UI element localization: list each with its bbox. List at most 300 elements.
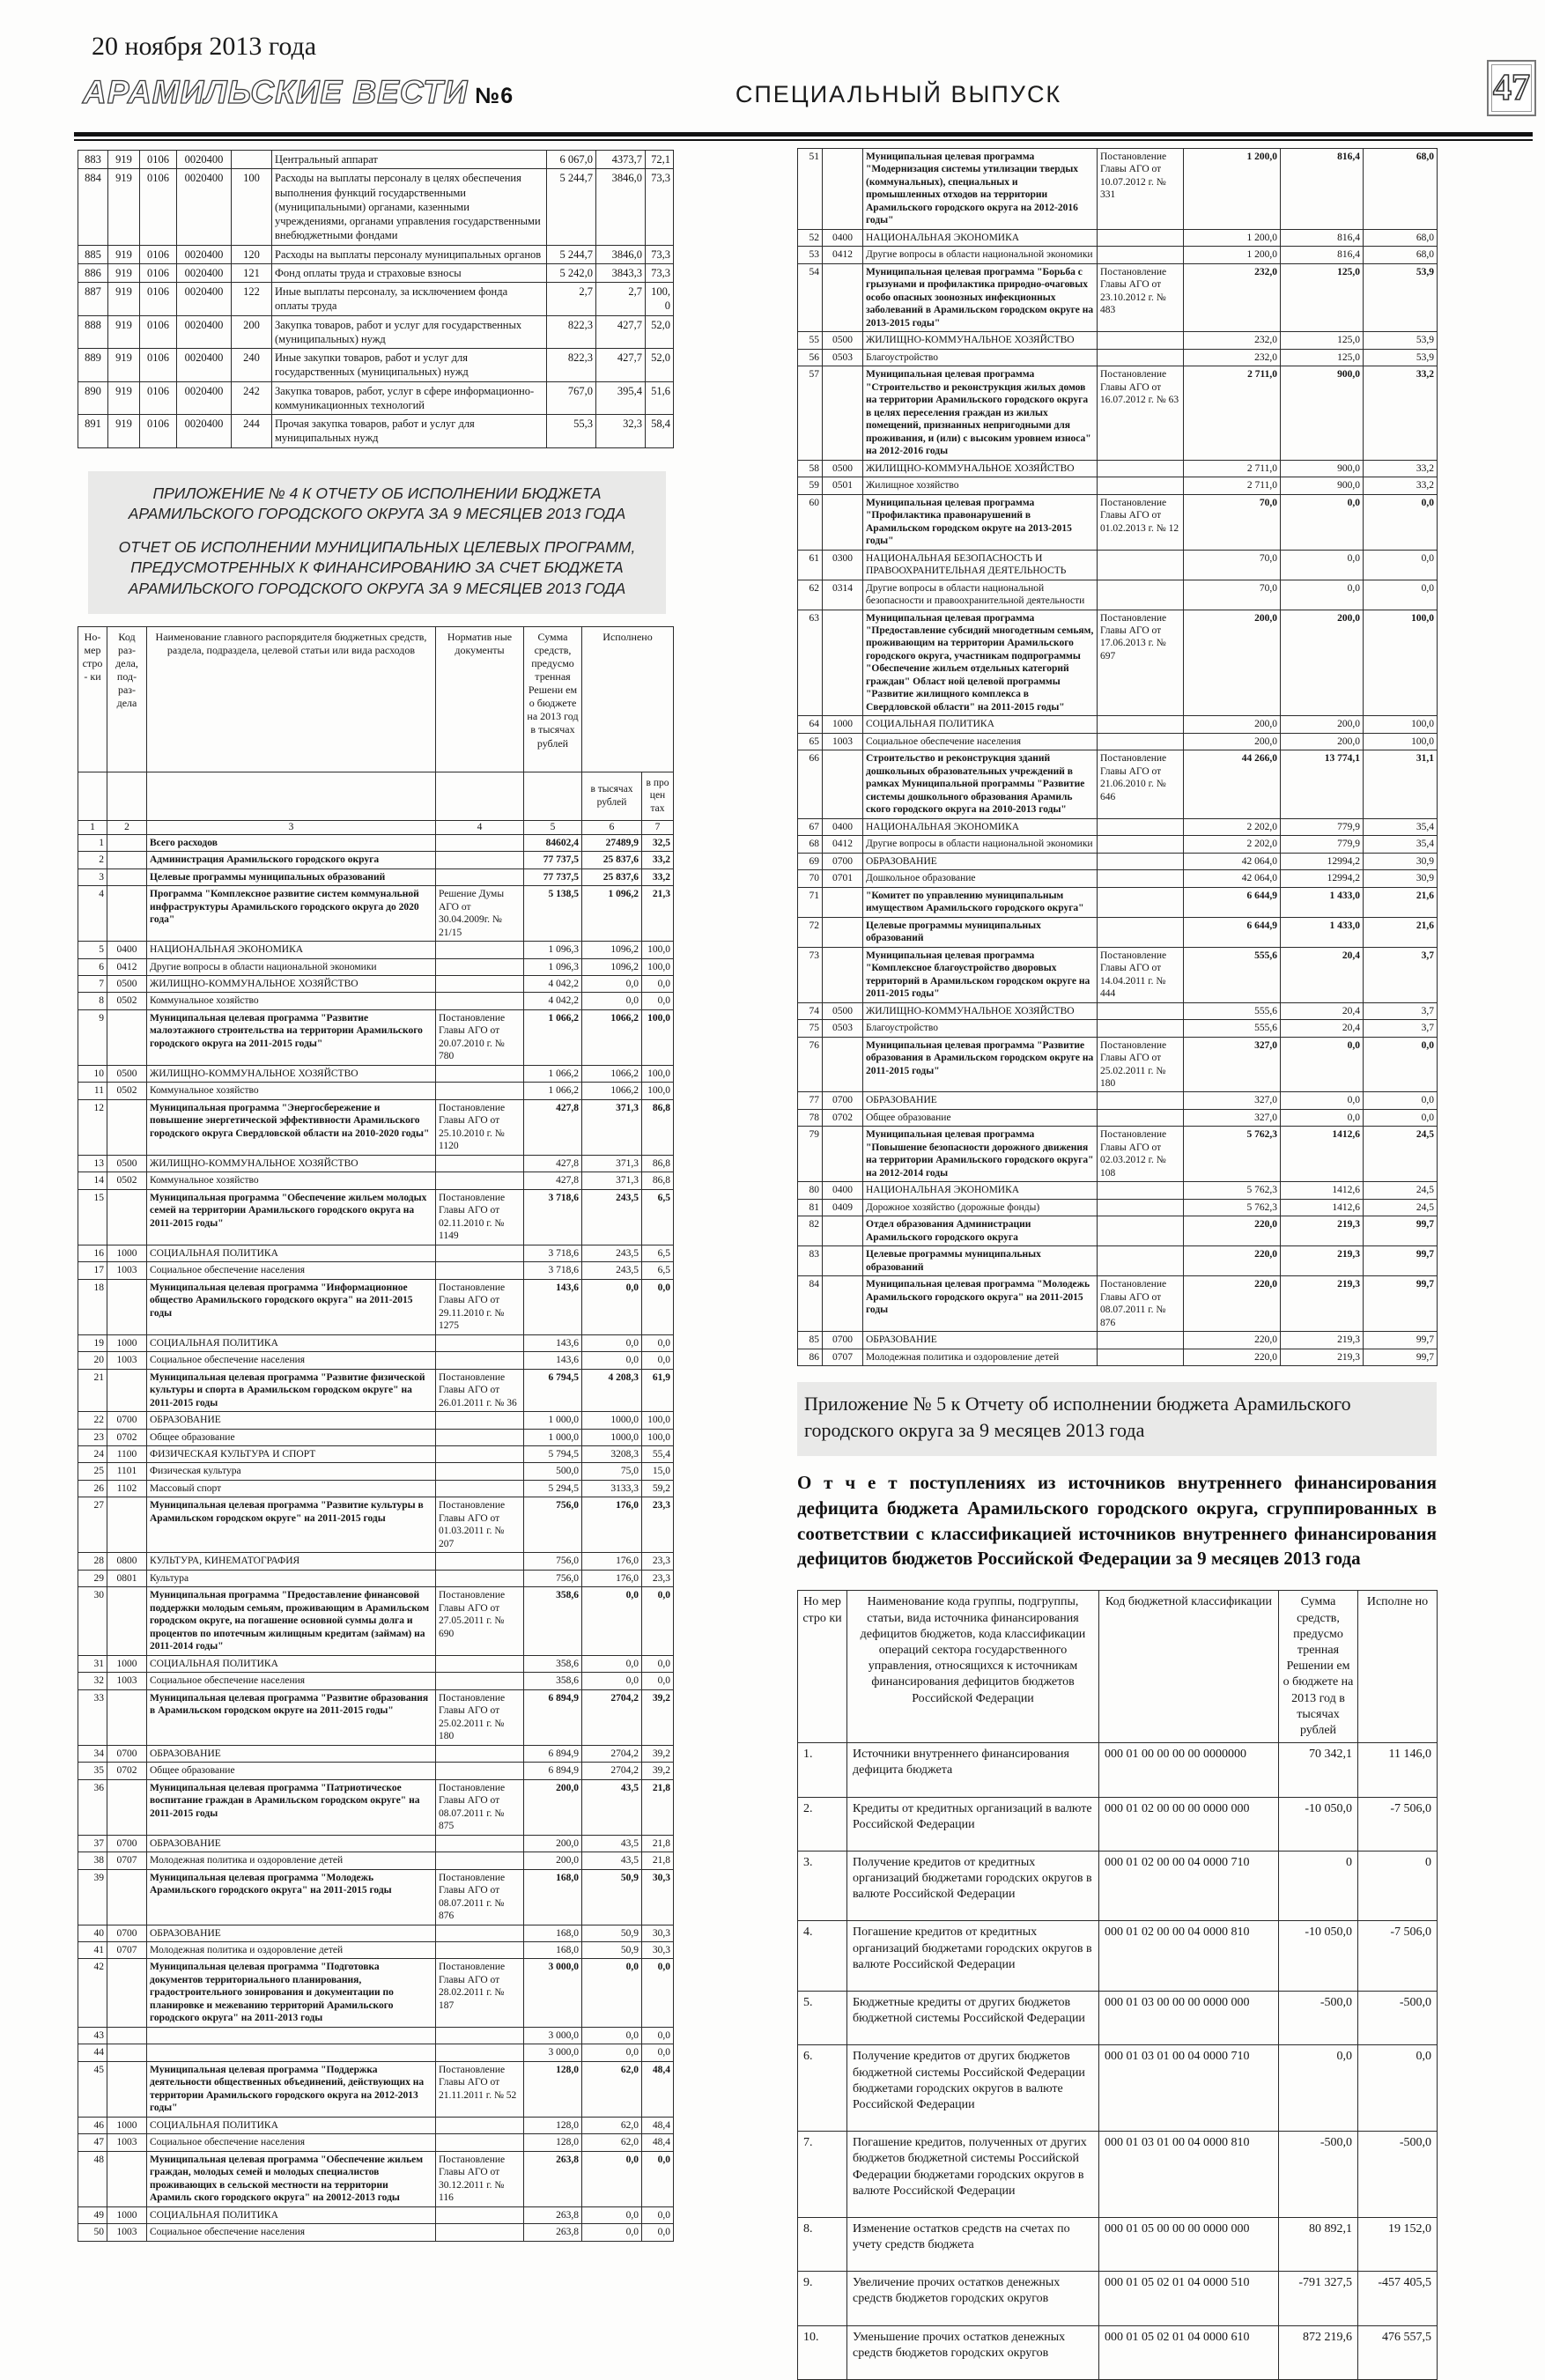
table-row — [78, 283, 674, 316]
cell-document — [1098, 1216, 1184, 1246]
cell-percent: 99,7 — [1364, 1216, 1438, 1246]
cell-planned: -791 327,5 — [1279, 2272, 1358, 2325]
cell-document — [1098, 716, 1184, 733]
cell-line-number: 15 — [78, 1189, 107, 1245]
cell-planned: 5 244,7 — [547, 169, 596, 245]
cell-document — [436, 1429, 524, 1445]
programs-report-table-continued — [797, 148, 1438, 1366]
cell-percent: 3,7 — [1364, 947, 1438, 1002]
cell-section-code: 0700 — [823, 1092, 863, 1109]
table-row — [798, 2132, 1438, 2218]
cell-planned: 500,0 — [524, 1463, 582, 1480]
cell-percent: 0,0 — [642, 2027, 674, 2044]
cell-name: Благоустройство — [863, 1020, 1098, 1037]
cell-name: Муниципальная целевая программа "Поддержка деятельности общественных объединений, действующих на территории Арамильского городского округа на 2012-2013 годы" — [147, 2061, 436, 2117]
table-row — [798, 2217, 1438, 2271]
cell-percent: 33,2 — [1364, 477, 1438, 494]
cell-section-code — [107, 2044, 147, 2061]
cell-line-number: 34 — [78, 1745, 107, 1762]
cell-planned: 6 894,9 — [524, 1689, 582, 1745]
cell-executed: 3133,3 — [582, 1480, 642, 1497]
column-index: 7 — [642, 820, 674, 834]
column-index: 4 — [436, 820, 524, 834]
cell-section-code: 0701 — [823, 870, 863, 887]
cell-line-number: 52 — [798, 229, 823, 246]
cell-section-code: 0500 — [823, 460, 863, 477]
cell-executed: 0,0 — [582, 1587, 642, 1655]
cell-source-name: Изменение остатков средств на счетах по учету средств бюджета — [847, 2217, 1099, 2271]
table-row — [78, 1869, 674, 1925]
cell-planned: 200,0 — [524, 1779, 582, 1835]
cell-line-number: 887 — [78, 283, 108, 316]
cell-section-code: 0801 — [107, 1570, 147, 1586]
cell-executed: 2,7 — [596, 283, 646, 316]
cell-section-code: 0300 — [823, 550, 863, 580]
cell-planned: 70,0 — [1184, 580, 1281, 610]
cell-executed: 1000,0 — [582, 1412, 642, 1429]
cell-name: Муниципальная целевая программа "Профилактика правонарушений в Арамильском городском округе на 2013-2015 годы" — [863, 494, 1098, 550]
table-row — [798, 836, 1438, 853]
cell-percent: 68,0 — [1364, 149, 1438, 230]
cell-document — [436, 834, 524, 851]
cell-document — [436, 975, 524, 992]
table-row — [78, 958, 674, 975]
cell-name: СОЦИАЛЬНАЯ ПОЛИТИКА — [863, 716, 1098, 733]
cell-percent: 100,0 — [642, 1065, 674, 1082]
cell-percent: 99,7 — [1364, 1349, 1438, 1365]
table-row — [78, 2117, 674, 2133]
cell-name: Дошкольное образование — [863, 870, 1098, 887]
cell-executed: 125,0 — [1281, 332, 1364, 349]
cell-document: Постановление Главы АГО от 02.03.2012 г. № 108 — [1098, 1127, 1184, 1182]
table-row — [78, 1745, 674, 1762]
cell-executed: 1412,6 — [1281, 1182, 1364, 1199]
cell-percent: 23,3 — [642, 1553, 674, 1570]
cell-planned: 232,0 — [1184, 332, 1281, 349]
cell-section-code — [823, 887, 863, 917]
table-row — [78, 263, 674, 282]
cell-executed: 779,9 — [1281, 836, 1364, 853]
cell-source-name: Бюджетные кредиты от других бюджетов бюджетной системы Российской Федерации — [847, 1992, 1099, 2045]
cell-planned: 2 202,0 — [1184, 818, 1281, 835]
cell-executed: 219,3 — [1281, 1332, 1364, 1349]
cell-executed: 125,0 — [1281, 263, 1364, 331]
cell-name: Коммунальное хозяйство — [147, 993, 436, 1009]
cell-percent: 68,0 — [1364, 247, 1438, 263]
cell-section-code: 0400 — [823, 818, 863, 835]
cell-name: Строительство и реконструкция зданий дошкольных образовательных учреждений в рамках Муниципальной программы "Развитие системы дошкольного образования Арамиль ского городского округа на 2010-2013 годы" — [863, 750, 1098, 818]
cell-section-code — [823, 1037, 863, 1092]
cell-percent: 0,0 — [1364, 1092, 1438, 1109]
cell-line-number: 11 — [78, 1083, 107, 1099]
cell-document: Решение Думы АГО от 30.04.2009г. № 21/15 — [436, 886, 524, 942]
cell-executed: 11 146,0 — [1358, 1743, 1438, 1797]
cell-grbs-code: 919 — [108, 245, 140, 263]
cell-percent: 58,4 — [646, 415, 674, 448]
cell-line-number: 37 — [78, 1835, 107, 1852]
cell-line-number: 63 — [798, 610, 823, 716]
cell-planned: 327,0 — [1184, 1092, 1281, 1109]
cell-planned: 143,6 — [524, 1352, 582, 1369]
cell-executed: 1412,6 — [1281, 1127, 1364, 1182]
cell-line-number: 45 — [78, 2061, 107, 2117]
cell-line-number: 10 — [78, 1065, 107, 1082]
table-row — [798, 870, 1438, 887]
cell-line-number: 4 — [78, 886, 107, 942]
cell-planned: 70 342,1 — [1279, 1743, 1358, 1797]
cell-section-code — [823, 610, 863, 716]
cell-percent: 51,6 — [646, 381, 674, 415]
cell-name: Социальное обеспечение населения — [147, 1262, 436, 1279]
cell-name: НАЦИОНАЛЬНАЯ ЭКОНОМИКА — [147, 942, 436, 958]
table-row — [798, 149, 1438, 230]
cell-percent: 48,4 — [642, 2117, 674, 2133]
cell-name: Физическая культура — [147, 1463, 436, 1480]
cell-percent: 0,0 — [642, 1673, 674, 1689]
table-row — [78, 1352, 674, 1369]
table-row — [78, 993, 674, 1009]
cell-percent: 0,0 — [642, 975, 674, 992]
cell-document: Постановление Главы АГО от 21.06.2010 г. № 646 — [1098, 750, 1184, 818]
cell-line-number: 86 — [798, 1349, 823, 1365]
cell-executed: 0,0 — [1281, 1092, 1364, 1109]
cell-section-code — [823, 494, 863, 550]
cell-executed: 0,0 — [582, 1655, 642, 1672]
cell-name: Муниципальная программа "Обеспечение жильем молодых семей на территории Арамильского городского округа на 2011-2015 годы" — [147, 1189, 436, 1245]
cell-executed: 816,4 — [1281, 247, 1364, 263]
table-row — [78, 1412, 674, 1429]
cell-name: Дорожное хозяйство (дорожные фонды) — [863, 1199, 1098, 1216]
table-row — [798, 1182, 1438, 1199]
cell-name: Отдел образования Администрации Арамильского городского округа — [863, 1216, 1098, 1246]
cell-name: НАЦИОНАЛЬНАЯ ЭКОНОМИКА — [863, 229, 1098, 246]
cell-planned: 822,3 — [547, 349, 596, 382]
cell-name: Муниципальная целевая программа "Обеспечение жильем граждан, молодых семей и молодых специалистов проживающих в сельской местности на территории Арамиль ского городского округа" на 20012-2013 годы — [147, 2151, 436, 2206]
cell-section-code: 0412 — [823, 836, 863, 853]
cell-document — [1098, 887, 1184, 917]
table-row — [78, 1763, 674, 1779]
cell-planned: 42 064,0 — [1184, 870, 1281, 887]
cell-name: Молодежная политика и оздоровление детей — [147, 1941, 436, 1958]
table-row — [798, 947, 1438, 1002]
cell-document — [436, 942, 524, 958]
cell-executed: 62,0 — [582, 2117, 642, 2133]
cell-name: ФИЗИЧЕСКАЯ КУЛЬТУРА И СПОРТ — [147, 1446, 436, 1463]
cell-percent: 32,5 — [642, 834, 674, 851]
cell-planned: 1 000,0 — [524, 1412, 582, 1429]
cell-target-article: 0020400 — [177, 415, 232, 448]
cell-document: Постановление Главы АГО от 14.04.2011 г. № 444 — [1098, 947, 1184, 1002]
cell-section-code — [823, 1276, 863, 1332]
cell-document — [436, 993, 524, 1009]
cell-document: Постановление Главы АГО от 21.11.2011 г. № 52 — [436, 2061, 524, 2117]
cell-name: Муниципальная целевая программа "Комплексное благоустройство дворовых территорий в Арамильском городском округе на 2011-2015 годы" — [863, 947, 1098, 1002]
cell-executed: 0 — [1358, 1851, 1438, 1921]
cell-section-code: 0106 — [140, 415, 177, 448]
cell-name: ЖИЛИЩНО-КОММУНАЛЬНОЕ ХОЗЯЙСТВО — [863, 332, 1098, 349]
cell-line-number: 12 — [78, 1099, 107, 1155]
cell-percent: 0,0 — [642, 2151, 674, 2206]
cell-planned: 143,6 — [524, 1334, 582, 1351]
cell-section-code: 1000 — [107, 2117, 147, 2133]
cell-executed: -500,0 — [1358, 2132, 1438, 2218]
cell-planned: 128,0 — [524, 2134, 582, 2151]
cell-section-code: 1003 — [107, 2224, 147, 2241]
cell-line-number: 9 — [78, 1009, 107, 1065]
cell-percent: 0,0 — [642, 993, 674, 1009]
table-row — [798, 550, 1438, 580]
cell-planned: 1 066,2 — [524, 1083, 582, 1099]
cell-line-number: 883 — [78, 151, 108, 169]
cell-planned: 1 200,0 — [1184, 247, 1281, 263]
cell-section-code — [107, 868, 147, 885]
cell-section-code: 0707 — [107, 1941, 147, 1958]
cell-section-code: 1003 — [107, 1262, 147, 1279]
cell-executed: 4373,7 — [596, 151, 646, 169]
cell-percent: 30,3 — [642, 1941, 674, 1958]
cell-document — [436, 1065, 524, 1082]
cell-grbs-code: 919 — [108, 283, 140, 316]
cell-document — [436, 1245, 524, 1261]
table-row — [78, 1779, 674, 1835]
header-empty — [78, 772, 107, 820]
table-row — [78, 2027, 674, 2044]
cell-document — [1098, 1020, 1184, 1037]
cell-section-code — [107, 1689, 147, 1745]
cell-line-number: 35 — [78, 1763, 107, 1779]
cell-percent: 33,2 — [1364, 366, 1438, 460]
cell-executed: 1 096,2 — [582, 886, 642, 942]
cell-line-number: 84 — [798, 1276, 823, 1332]
cell-document: Постановление Главы АГО от 08.07.2011 г. № 876 — [436, 1869, 524, 1925]
cell-line-number: 16 — [78, 1245, 107, 1261]
cell-document: Постановление Главы АГО от 30.12.2011 г. № 116 — [436, 2151, 524, 2206]
cell-line-number: 83 — [798, 1246, 823, 1276]
cell-percent: 0,0 — [1364, 1109, 1438, 1126]
cell-planned: 1 066,2 — [524, 1009, 582, 1065]
cell-planned: 263,8 — [524, 2206, 582, 2223]
cell-executed: 0,0 — [582, 2027, 642, 2044]
cell-planned: 6 794,5 — [524, 1369, 582, 1411]
cell-executed: 0,0 — [1281, 1109, 1364, 1126]
cell-name: СОЦИАЛЬНАЯ ПОЛИТИКА — [147, 2117, 436, 2133]
cell-section-code: 0106 — [140, 169, 177, 245]
cell-line-number: 72 — [798, 917, 823, 947]
cell-name: Социальное обеспечение населения — [863, 733, 1098, 750]
cell-section-code: 1000 — [107, 1334, 147, 1351]
table-row — [78, 1446, 674, 1463]
cell-grbs-code: 919 — [108, 169, 140, 245]
cell-line-number: 7. — [798, 2132, 847, 2218]
cell-executed: 219,3 — [1281, 1276, 1364, 1332]
cell-executed: 20,4 — [1281, 947, 1364, 1002]
header-empty — [524, 772, 582, 820]
header-budget-code: Код бюджетной классификации — [1099, 1591, 1279, 1743]
cell-name: СОЦИАЛЬНАЯ ПОЛИТИКА — [147, 1334, 436, 1351]
cell-percent: 0,0 — [642, 1279, 674, 1334]
header-source-name: Наименование кода группы, подгруппы, статьи, вида источника финансирования дефицитов бюджетов, кода классификации операций сектора государственного управления, относящихся к источникам финансирования дефицитов бюджетов Российской Федерации — [847, 1591, 1099, 1743]
cell-section-code — [107, 1497, 147, 1553]
cell-name: Другие вопросы в области национальной безопасности и правоохранительной деятельности — [863, 580, 1098, 610]
cell-name: СОЦИАЛЬНАЯ ПОЛИТИКА — [147, 2206, 436, 2223]
cell-section-code: 0502 — [107, 1083, 147, 1099]
cell-percent: 0,0 — [642, 1352, 674, 1369]
cell-executed: -500,0 — [1358, 1992, 1438, 2045]
table-row — [798, 263, 1438, 331]
table-row — [78, 1065, 674, 1082]
cell-planned: 555,6 — [1184, 1002, 1281, 1019]
cell-section-code: 0700 — [107, 1412, 147, 1429]
cell-percent: 99,7 — [1364, 1332, 1438, 1349]
cell-section-code — [107, 852, 147, 868]
table-row — [78, 1334, 674, 1351]
cell-name: Общее образование — [863, 1109, 1098, 1126]
cell-grbs-code: 919 — [108, 349, 140, 382]
cell-line-number: 888 — [78, 315, 108, 349]
cell-line-number: 51 — [798, 149, 823, 230]
cell-section-code: 1000 — [107, 1245, 147, 1261]
cell-name: ЖИЛИЩНО-КОММУНАЛЬНОЕ ХОЗЯЙСТВО — [863, 460, 1098, 477]
cell-section-code: 0106 — [140, 283, 177, 316]
cell-name: Муниципальная целевая программа "Борьба с грызунами и профилактика природно-очаговых особо опасных зоонозных инфекционных заболеваний в Арамильском городском округе на 2013-2015 годы" — [863, 263, 1098, 331]
cell-planned: 200,0 — [524, 1835, 582, 1852]
cell-percent: 23,3 — [642, 1570, 674, 1586]
cell-document: Постановление Главы АГО от 27.05.2011 г. № 690 — [436, 1587, 524, 1655]
cell-percent: 73,3 — [646, 245, 674, 263]
cell-document: Постановление Главы АГО от 28.02.2011 г. № 187 — [436, 1959, 524, 2027]
cell-budget-code: 000 01 02 00 00 00 0000 000 — [1099, 1797, 1279, 1851]
table-row — [78, 834, 674, 851]
cell-executed: 0,0 — [582, 1352, 642, 1369]
cell-line-number: 3 — [78, 868, 107, 885]
cell-name: ОБРАЗОВАНИЕ — [147, 1925, 436, 1941]
cell-executed: 219,3 — [1281, 1349, 1364, 1365]
table-row — [78, 1689, 674, 1745]
cell-name: Программа "Комплексное развитие систем коммунальной инфраструктуры Арамильского городского округа до 2020 года" — [147, 886, 436, 942]
column-index: 3 — [147, 820, 436, 834]
cell-line-number: 76 — [798, 1037, 823, 1092]
cell-percent: 21,6 — [1364, 887, 1438, 917]
table-row — [78, 1673, 674, 1689]
cell-percent: 33,2 — [642, 852, 674, 868]
cell-line-number: 46 — [78, 2117, 107, 2133]
cell-name: "Комитет по управлению муниципальным имуществом Арамильского городского округа" — [863, 887, 1098, 917]
cell-executed: 1096,2 — [582, 942, 642, 958]
cell-grbs-code: 919 — [108, 151, 140, 169]
cell-executed: 50,9 — [582, 1925, 642, 1941]
cell-line-number: 49 — [78, 2206, 107, 2223]
cell-expense-type: 244 — [232, 415, 272, 448]
cell-section-code: 0500 — [107, 1155, 147, 1172]
page-number-inner-frame — [1491, 64, 1532, 112]
cell-line-number: 31 — [78, 1655, 107, 1672]
cell-section-code — [823, 1246, 863, 1276]
cell-name: Другие вопросы в области национальной экономики — [147, 958, 436, 975]
cell-line-number: 2. — [798, 1797, 847, 1851]
cell-line-number: 77 — [798, 1092, 823, 1109]
cell-name: Общее образование — [147, 1429, 436, 1445]
cell-budget-code: 000 01 05 02 01 04 0000 510 — [1099, 2272, 1279, 2325]
cell-section-code — [107, 2027, 147, 2044]
cell-document: Постановление Главы АГО от 08.07.2011 г. № 876 — [1098, 1276, 1184, 1332]
column-index: 5 — [524, 820, 582, 834]
cell-name: СОЦИАЛЬНАЯ ПОЛИТИКА — [147, 1655, 436, 1672]
cell-document: Постановление Главы АГО от 25.02.2011 г. № 180 — [436, 1689, 524, 1745]
cell-planned: 5 762,3 — [1184, 1199, 1281, 1216]
table-row — [78, 2134, 674, 2151]
cell-line-number: 85 — [798, 1332, 823, 1349]
cell-line-number: 10. — [798, 2325, 847, 2379]
cell-line-number: 23 — [78, 1429, 107, 1445]
sources-table-header — [798, 1591, 1438, 1743]
cell-name: Расходы на выплаты персоналу в целях обеспечения выполнения функций государственными (муниципальными) органами, казенными учреждениями, органами управления государственными внебюджетными фондами — [272, 169, 547, 245]
cell-line-number: 40 — [78, 1925, 107, 1941]
cell-section-code — [107, 1009, 147, 1065]
cell-name: Муниципальная целевая программа "Развитие образования в Арамильском городском округе на 2011-2015 годы" — [147, 1689, 436, 1745]
cell-line-number: 47 — [78, 2134, 107, 2151]
cell-executed: 2704,2 — [582, 1763, 642, 1779]
cell-planned: 5 242,0 — [547, 263, 596, 282]
cell-planned: -10 050,0 — [1279, 1921, 1358, 1992]
cell-planned: 168,0 — [524, 1869, 582, 1925]
newspaper-title: АРАМИЛЬСКИЕ ВЕСТИ — [83, 74, 469, 110]
cell-line-number: 33 — [78, 1689, 107, 1745]
table-row — [798, 247, 1438, 263]
table-row — [78, 381, 674, 415]
cell-section-code: 0400 — [107, 942, 147, 958]
table-row — [798, 1092, 1438, 1109]
cell-percent: 0,0 — [1364, 580, 1438, 610]
cell-line-number: 68 — [798, 836, 823, 853]
cell-percent: 100,0 — [1364, 733, 1438, 750]
cell-percent: 24,5 — [1364, 1182, 1438, 1199]
cell-executed: 20,4 — [1281, 1020, 1364, 1037]
cell-name: Социальное обеспечение населения — [147, 1352, 436, 1369]
cell-document — [436, 2134, 524, 2151]
table-row — [78, 852, 674, 868]
cell-percent: 0,0 — [642, 2044, 674, 2061]
cell-line-number: 48 — [78, 2151, 107, 2206]
cell-document — [1098, 733, 1184, 750]
cell-line-number: 17 — [78, 1262, 107, 1279]
cell-executed: 1000,0 — [582, 1429, 642, 1445]
cell-planned: -500,0 — [1279, 1992, 1358, 2045]
cell-section-code: 0106 — [140, 381, 177, 415]
cell-name: Другие вопросы в области национальной экономики — [863, 836, 1098, 853]
cell-planned: 5 294,5 — [524, 1480, 582, 1497]
cell-percent: 73,3 — [646, 169, 674, 245]
cell-percent: 99,7 — [1364, 1276, 1438, 1332]
cell-percent: 23,3 — [642, 1497, 674, 1553]
cell-line-number: 18 — [78, 1279, 107, 1334]
header-name: Наименование главного распорядителя бюджетных средств, раздела, подраздела, целевой статьи или вида расходов — [147, 626, 436, 772]
cell-name: НАЦИОНАЛЬНАЯ ЭКОНОМИКА — [863, 1182, 1098, 1199]
cell-section-code — [107, 1587, 147, 1655]
cell-percent: 0,0 — [1364, 494, 1438, 550]
cell-name: Муниципальная целевая программа "Молодежь Арамильского городского округа" на 2011-2015 годы — [147, 1869, 436, 1925]
cell-name: Целевые программы муниципальных образований — [863, 1246, 1098, 1276]
cell-percent: 100,0 — [1364, 716, 1438, 733]
cell-planned: 77 737,5 — [524, 868, 582, 885]
cell-section-code: 0106 — [140, 151, 177, 169]
table-row — [78, 1852, 674, 1869]
column-index: 1 — [78, 820, 107, 834]
cell-line-number: 66 — [798, 750, 823, 818]
table-row — [78, 1262, 674, 1279]
cell-section-code: 0503 — [823, 349, 863, 366]
cell-executed: 43,5 — [582, 1852, 642, 1869]
cell-executed: 2704,2 — [582, 1689, 642, 1745]
